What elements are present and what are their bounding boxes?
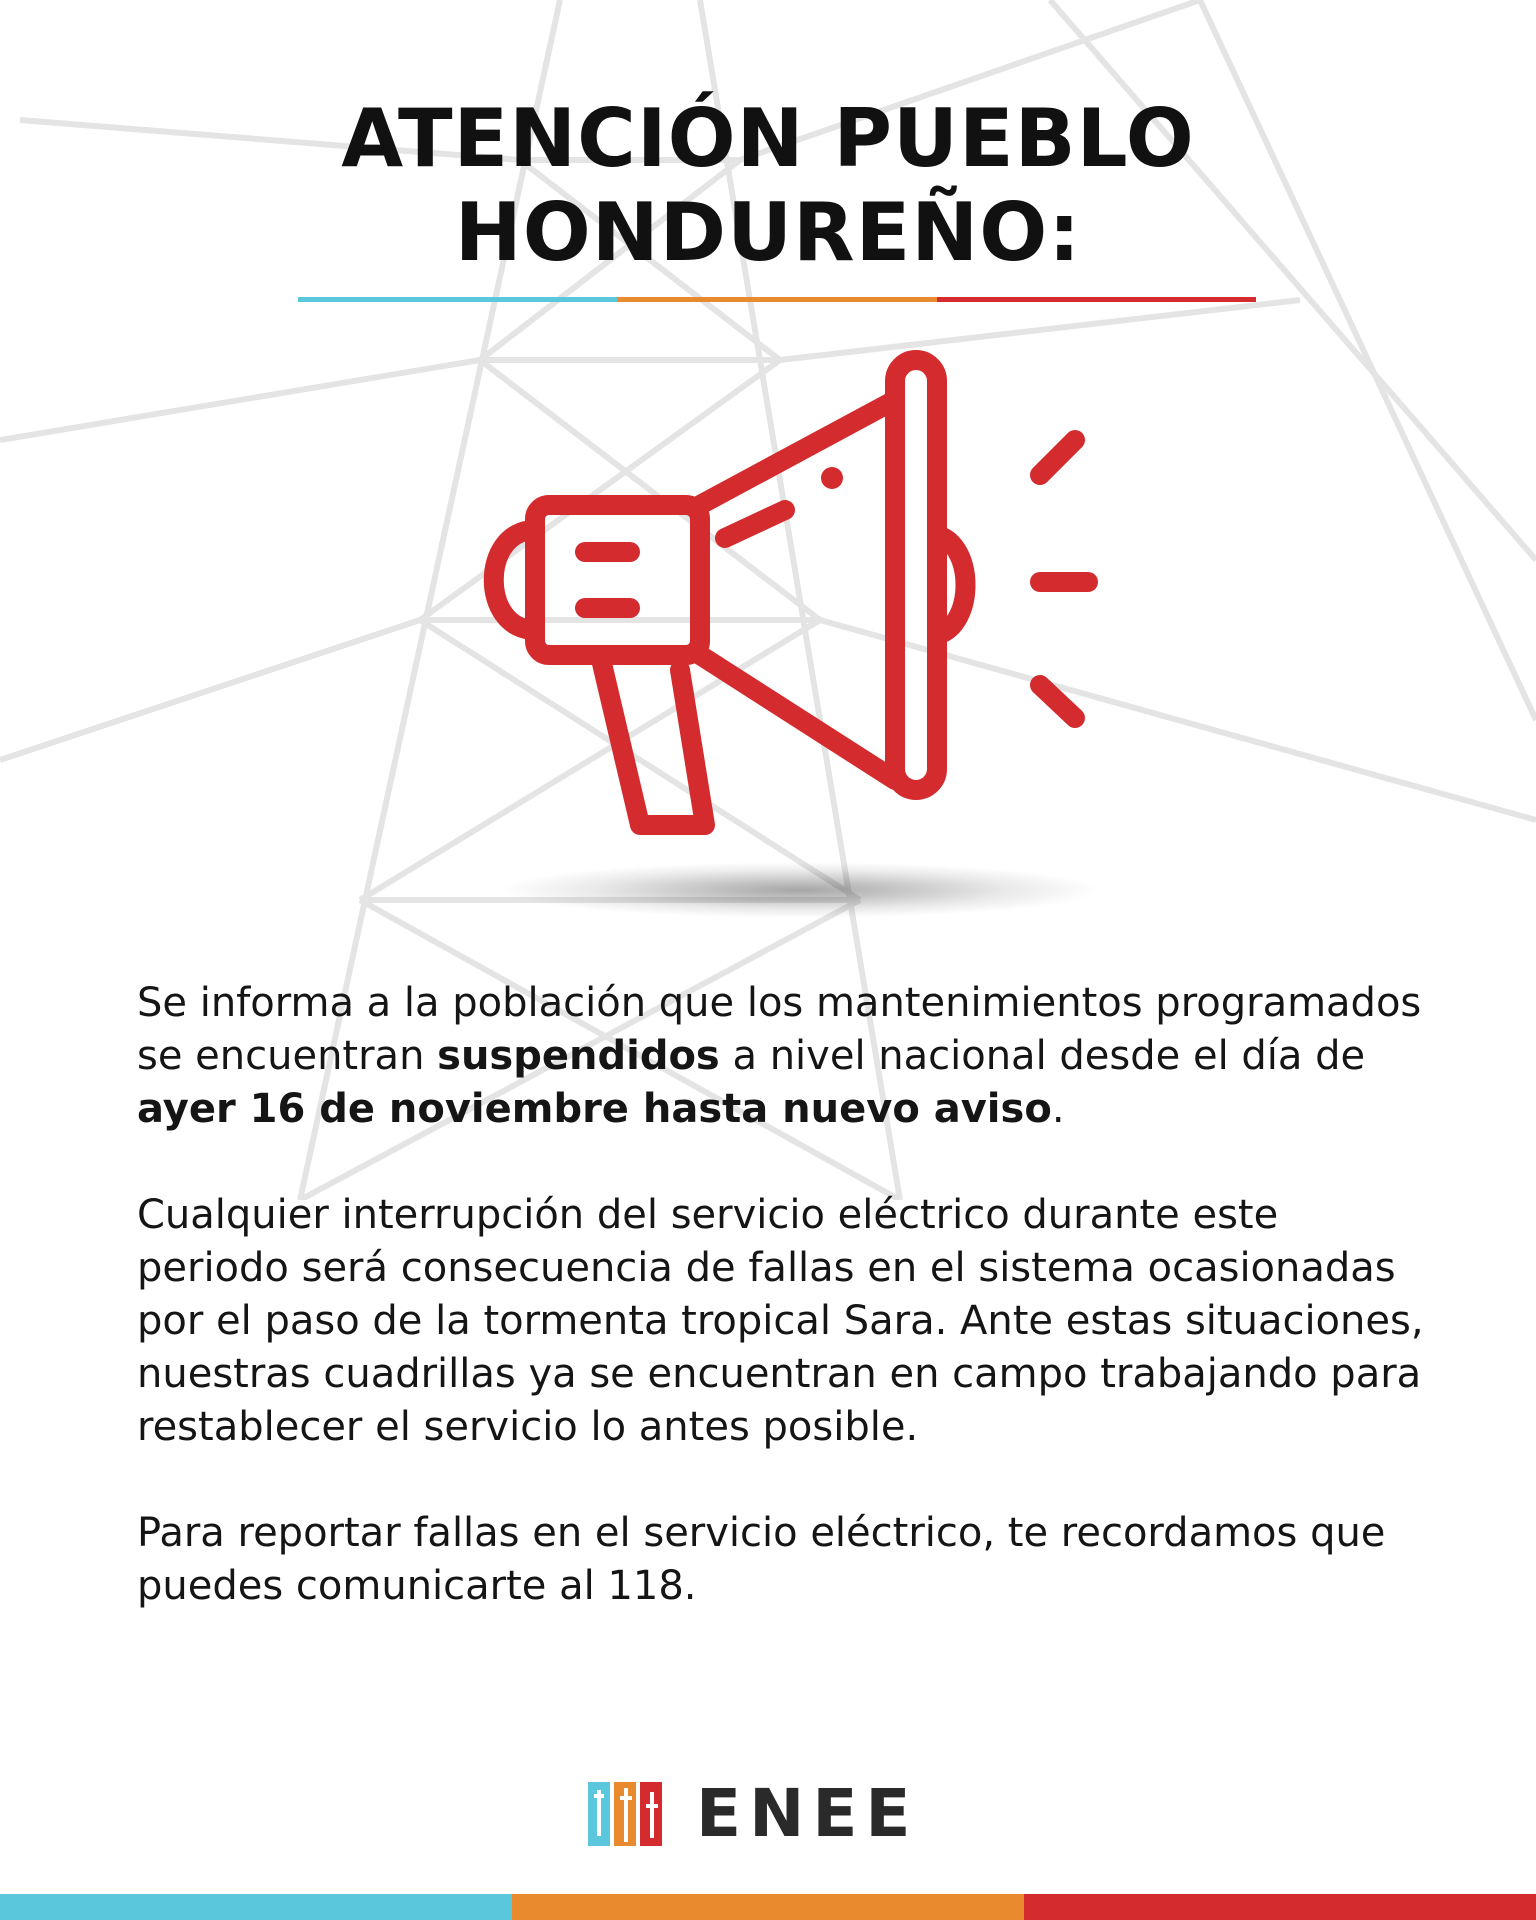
bar-red [1024,1894,1536,1920]
bar-orange [512,1894,1024,1920]
megaphone-icon [440,340,1120,920]
paragraph-suspension [137,977,1427,1136]
divider-red [937,297,1256,302]
tricolor-divider [298,297,1256,302]
p1-bold-date: ayer 16 de noviembre hasta nuevo aviso [137,1086,1052,1132]
title-line-1: ATENCIÓN PUEBLO [341,92,1195,185]
paragraph-report: Para reportar fallas en el servicio eléctrico, te recordamos que puedes comunicarte al 118. [137,1510,1386,1609]
bottom-tricolor-bar [0,1894,1536,1920]
divider-orange [617,297,936,302]
notice-body [137,977,1427,1666]
paragraph-interruptions: Cualquier interrupción del servicio eléctrico durante este periodo será consecuencia de fallas en el sistema ocasionadas por el paso de la tormenta tropical Sara. Ante estas situaciones, nuestras cuadrillas ya se encuentran en campo trabajando para restablecer el servicio lo antes posible. [137,1192,1424,1450]
enee-logo-icon [588,1776,664,1852]
bar-cyan [0,1894,512,1920]
divider-cyan [298,297,617,302]
title-line-2: HONDUREÑO: [454,186,1082,279]
brand-name: ENEE [696,1775,919,1852]
p1-text-a: Se informa a la población que los mantenimientos programados se encuentran [137,980,1422,1079]
p1-text-c: a nivel nacional desde el día de [719,1033,1366,1079]
p1-bold-suspended: suspendidos [437,1033,720,1079]
p1-text-e: . [1051,1086,1065,1132]
page-title [0,92,1536,280]
enee-logo [588,1776,919,1852]
